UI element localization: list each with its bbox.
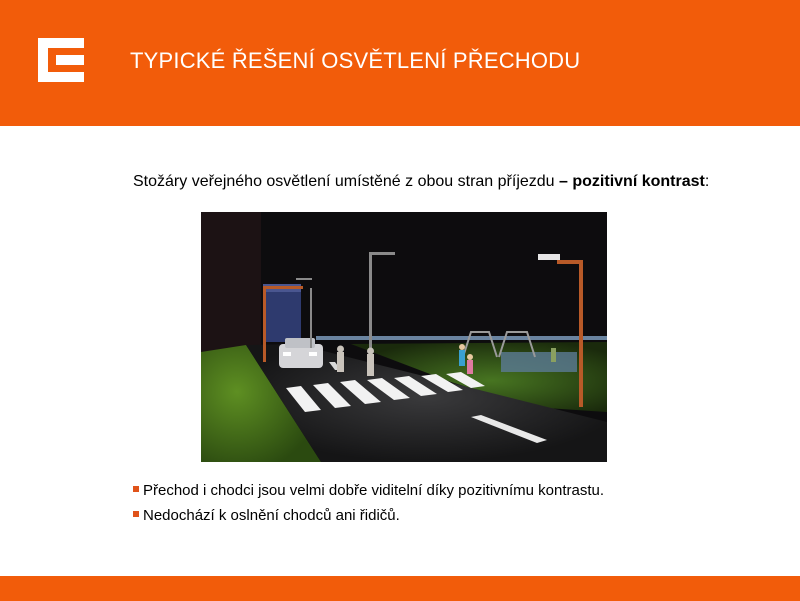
footer-band [0,576,800,601]
company-logo [38,38,84,82]
bullet-text: Přechod i chodci jsou velmi dobře viditelní díky pozitivnímu kontrastu. [143,482,605,499]
bullet-square-icon [133,511,139,517]
intro-suffix: : [704,173,710,190]
bullet-list [133,482,604,532]
list-item [133,507,604,524]
header-band [0,0,800,126]
bullet-text: Nedochází k oslnění chodců ani řidičů. [143,507,400,524]
intro-emphasis: – pozitivní kontrast [559,173,705,190]
intro-text [133,173,709,191]
bullet-square-icon [133,486,139,492]
slide-title: TYPICKÉ ŘEŠENÍ OSVĚTLENÍ PŘECHODU [130,48,581,73]
intro-main: Stožáry veřejného osvětlení umístěné z obou stran příjezdu [133,173,555,190]
crosswalk-illustration [201,212,607,462]
list-item [133,482,604,499]
